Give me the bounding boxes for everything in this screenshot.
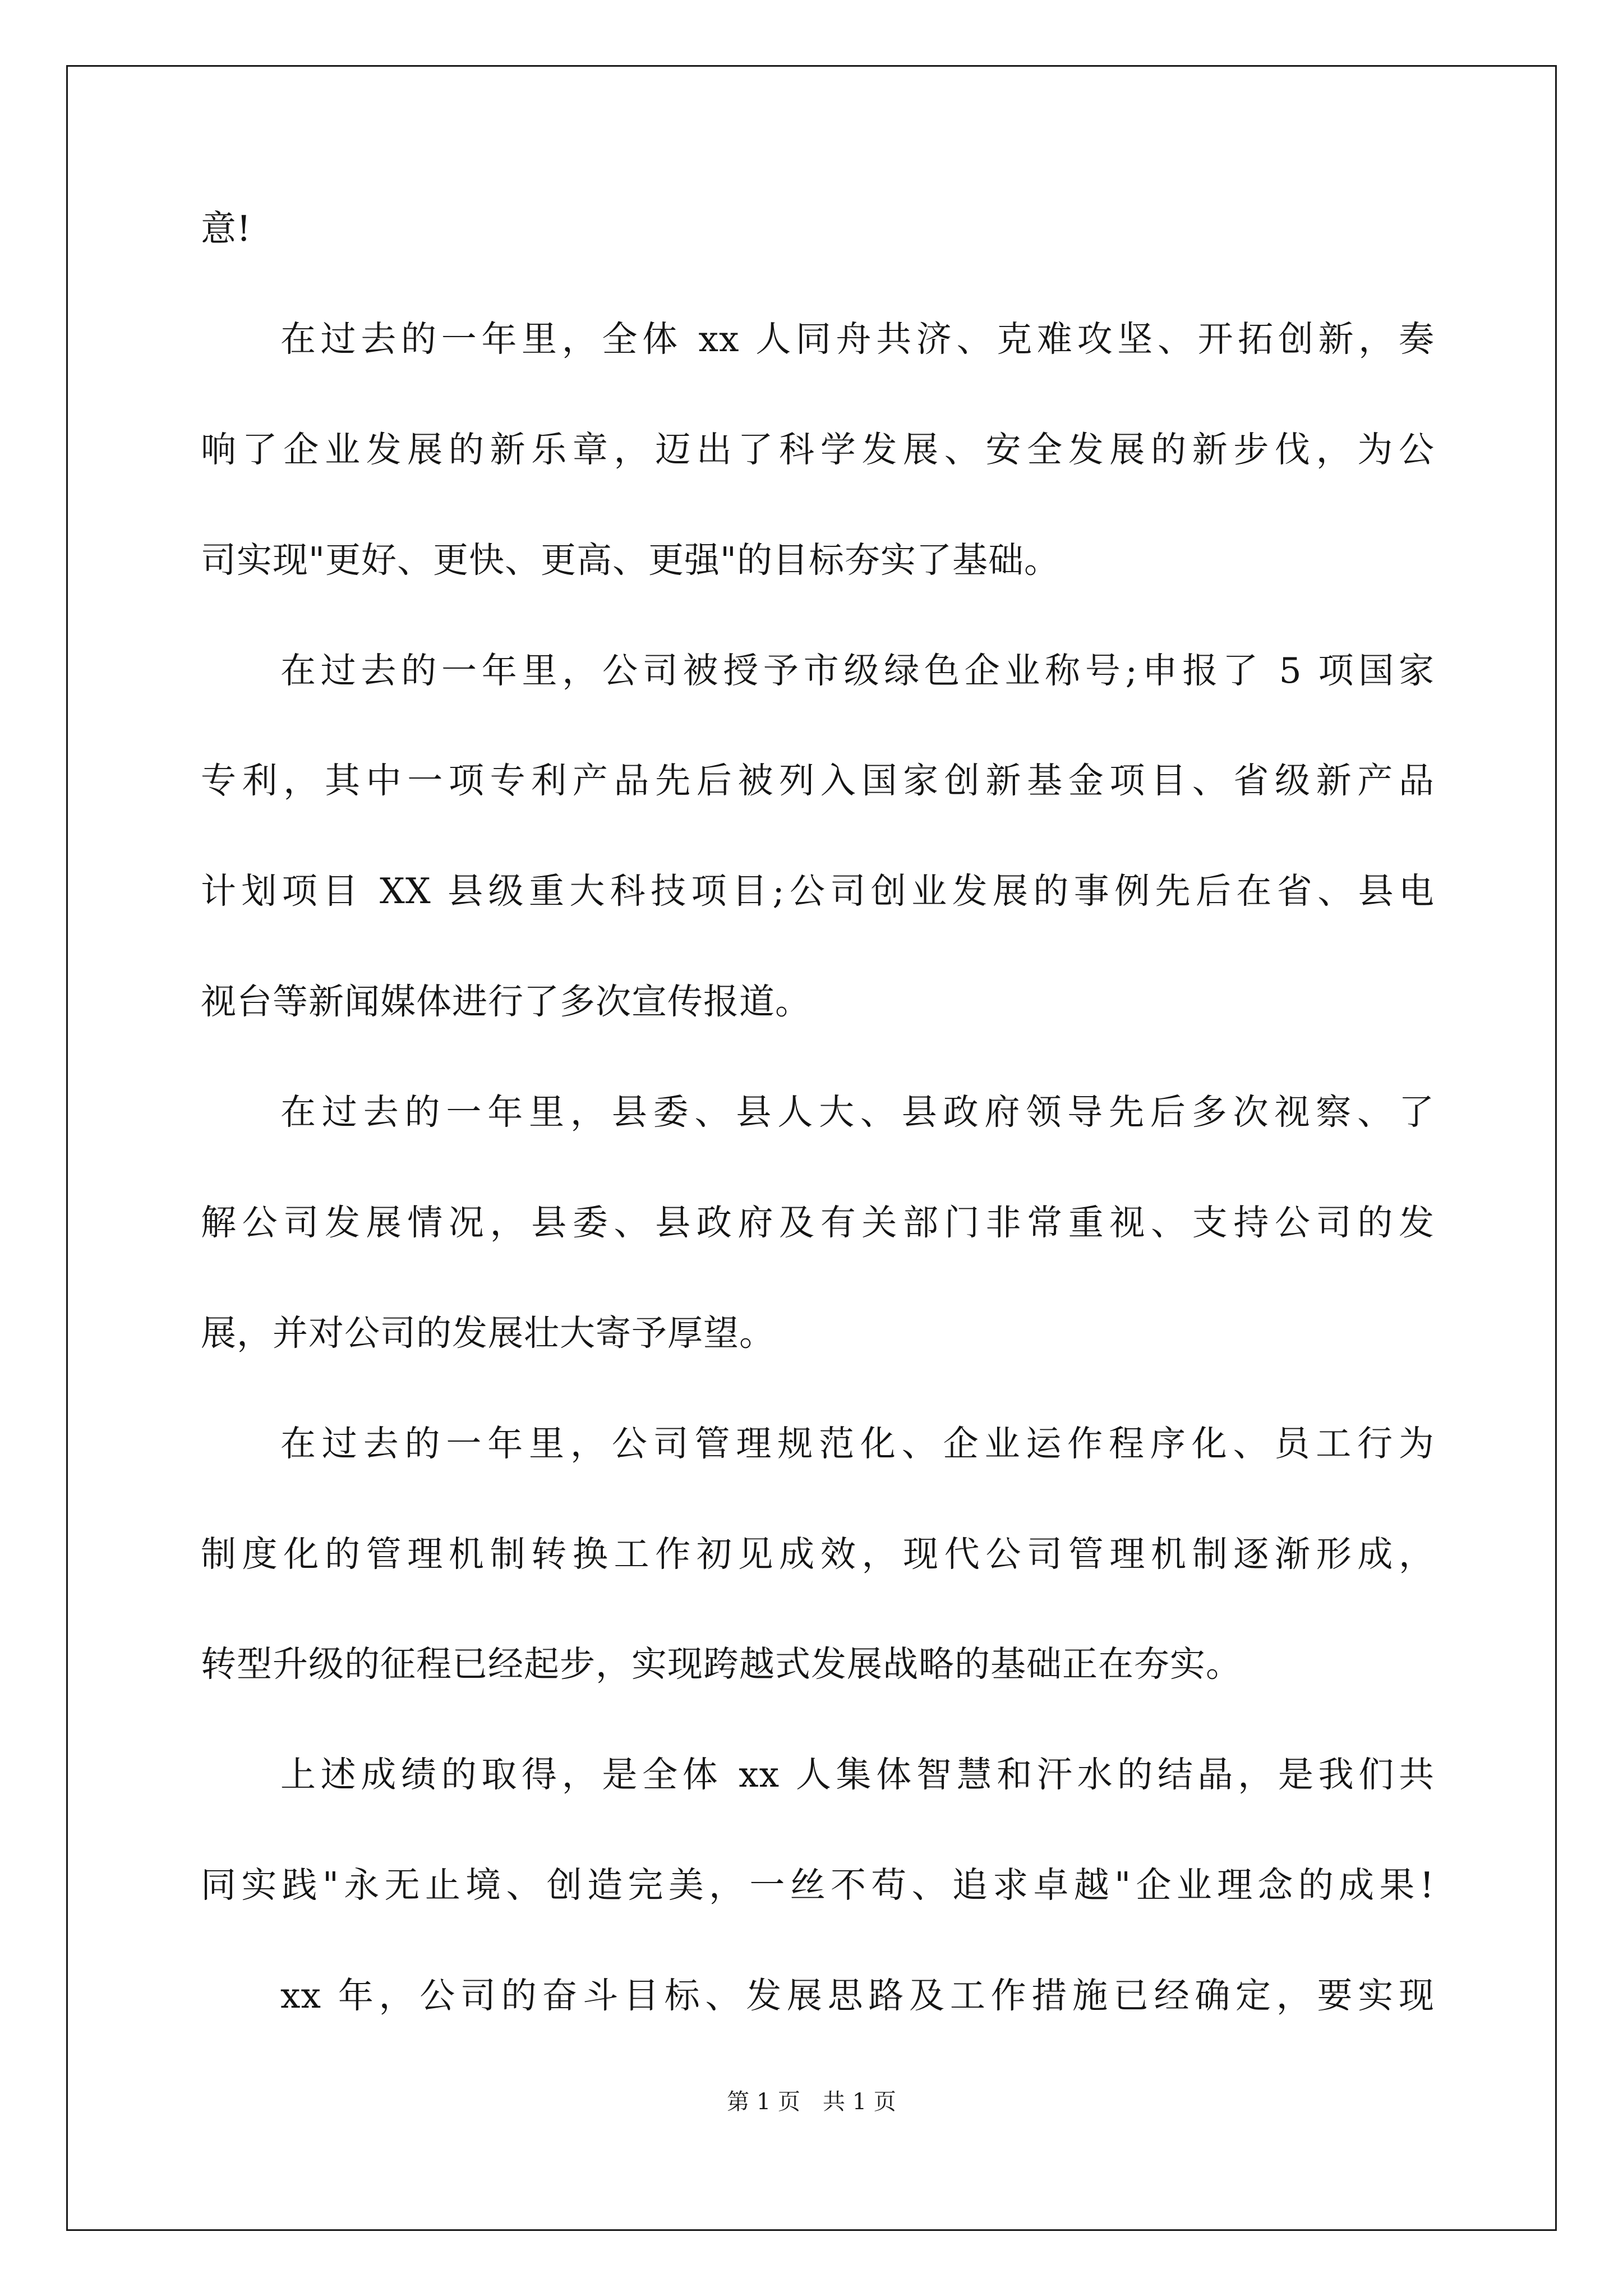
paragraph-first-line: 在过去的一年里，公司被授予市级绿色企业称号;申报了 5 项国家 (280, 650, 1435, 691)
text-line: 意! (201, 208, 252, 249)
text-line: 响了企业发展的新乐章，迈出了科学发展、安全发展的新步伐，为公 (201, 429, 1435, 470)
text-line: 专利，其中一项专利产品先后被列入国家创新基金项目、省级新产品 (201, 760, 1435, 801)
text-line: 视台等新闻媒体进行了多次宣传报道。 (201, 981, 811, 1022)
text-line: 展，并对公司的发展壮大寄予厚望。 (201, 1313, 775, 1354)
text-line: 司实现"更好、更快、更高、更强"的目标夯实了基础。 (201, 540, 1060, 581)
text-line: 制度化的管理机制转换工作初见成效，现代公司管理机制逐渐形成， (201, 1534, 1435, 1575)
text-line: 转型升级的征程已经起步，实现跨越式发展战略的基础正在夯实。 (201, 1644, 1242, 1685)
paragraph-first-line: 在过去的一年里，公司管理规范化、企业运作程序化、员工行为 (280, 1423, 1435, 1464)
text-line: 计划项目 XX 县级重大科技项目;公司创业发展的事例先后在省、县电 (201, 871, 1435, 912)
page-number-footer: 第 1 页 共 1 页 (727, 2089, 896, 2115)
paragraph-first-line: xx 年，公司的奋斗目标、发展思路及工作措施已经确定，要实现 (280, 1975, 1435, 2016)
text-line: 同实践"永无止境、创造完美，一丝不苟、追求卓越"企业理念的成果! (201, 1865, 1435, 1906)
paragraph-first-line: 在过去的一年里，县委、县人大、县政府领导先后多次视察、了 (280, 1092, 1435, 1133)
text-line: 解公司发展情况，县委、县政府及有关部门非常重视、支持公司的发 (201, 1202, 1435, 1243)
paragraph-first-line: 上述成绩的取得，是全体 xx 人集体智慧和汗水的结晶，是我们共 (280, 1754, 1435, 1795)
paragraph-first-line: 在过去的一年里，全体 xx 人同舟共济、克难攻坚、开拓创新，奏 (280, 319, 1435, 360)
